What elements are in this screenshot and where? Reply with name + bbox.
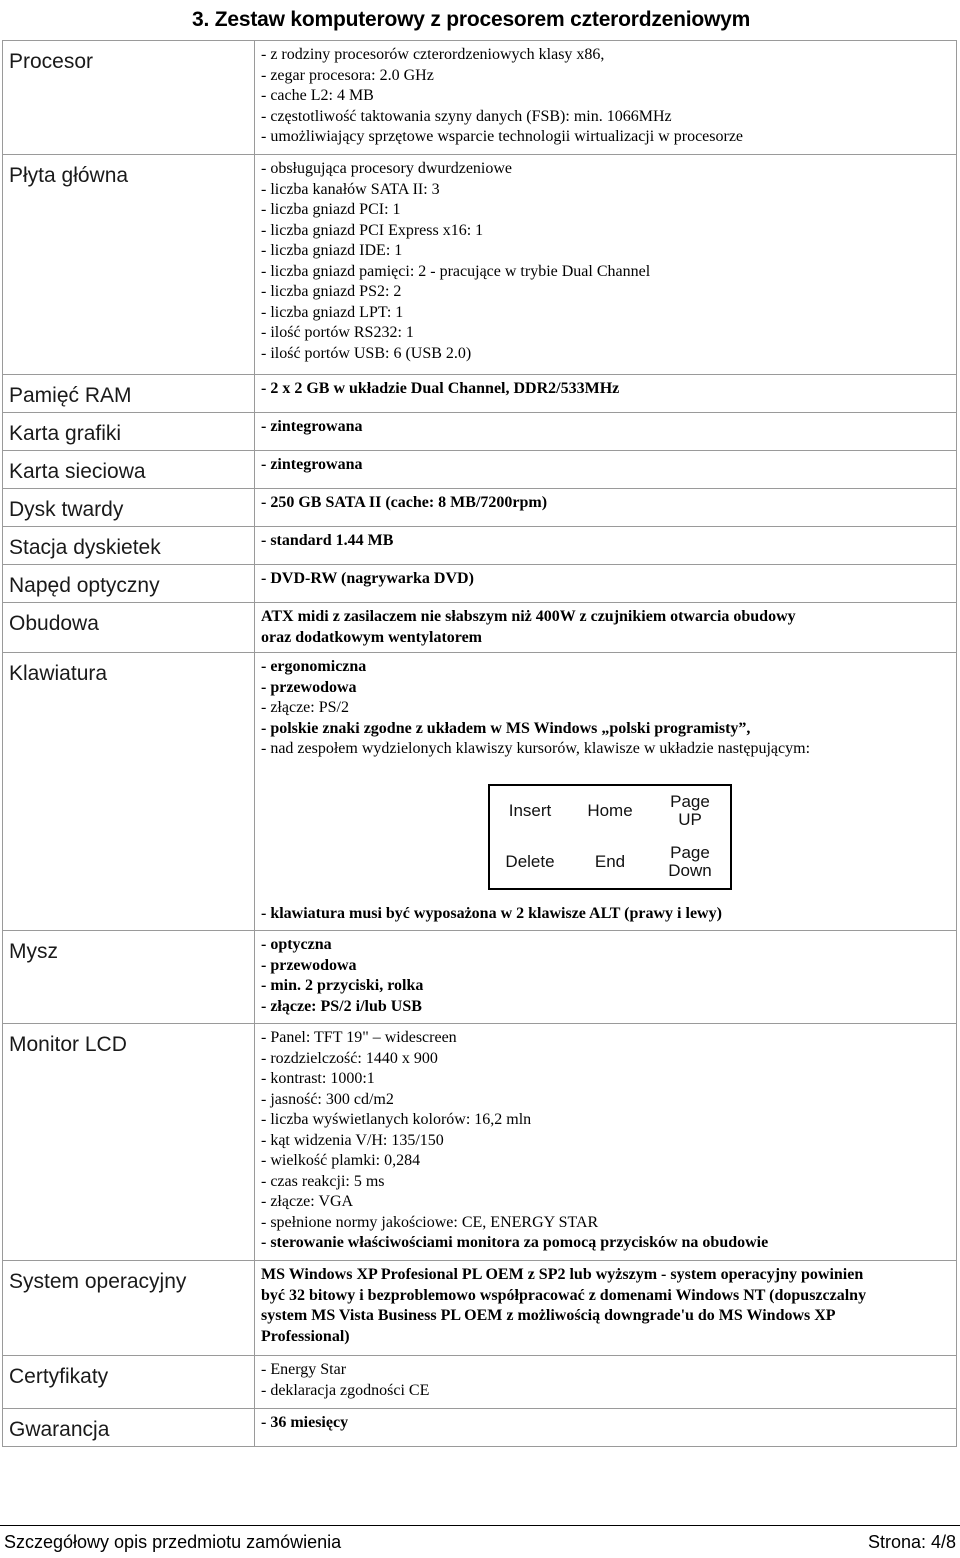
key-layout-diagram: [488, 784, 732, 890]
spec-line: - standard 1.44 MB: [261, 532, 394, 549]
key-label: Down: [668, 861, 712, 880]
spec-value: [255, 375, 957, 413]
spec-line: - kąt widzenia V/H: 135/150: [261, 1131, 444, 1149]
spec-line: - liczba gniazd IDE: 1: [261, 242, 403, 259]
spec-line: - ilość portów USB: 6 (USB 2.0): [261, 344, 472, 362]
spec-line: - liczba gniazd LPT: 1: [261, 303, 404, 321]
spec-line: - zegar procesora: 2.0 GHz: [261, 66, 434, 84]
spec-line: - ergonomiczna: [261, 658, 367, 675]
spec-row-gwarancja: [3, 1409, 957, 1447]
spec-value: [255, 931, 957, 1024]
spec-line: - Energy Star: [261, 1361, 347, 1378]
spec-value: [255, 1356, 957, 1409]
spec-label: Mysz: [3, 931, 255, 1024]
spec-line: - 36 miesięcy: [261, 1414, 349, 1431]
spec-line: - ilość portów RS232: 1: [261, 324, 414, 341]
spec-label: Napęd optyczny: [3, 565, 255, 603]
key-end: End: [594, 852, 626, 871]
spec-line: - czas reakcji: 5 ms: [261, 1172, 385, 1190]
spec-line: - z rodziny procesorów czterordzeniowych klasy x86,: [261, 46, 605, 63]
footer-page-number: Strona: 4/8: [867, 1532, 956, 1552]
spec-line: - częstotliwość taktowania szyny danych (FSB): min. 1066MHz: [261, 107, 672, 125]
spec-label: Procesor: [3, 41, 255, 155]
spec-label: Gwarancja: [3, 1409, 255, 1447]
spec-line: - liczba gniazd PCI: 1: [261, 201, 401, 218]
spec-value: [255, 41, 957, 155]
spec-line: - umożliwiający sprzętowe wsparcie technologii wirtualizacji w procesorze: [261, 128, 744, 145]
spec-value: [255, 565, 957, 603]
spec-line: - kontrast: 1000:1: [261, 1070, 375, 1087]
spec-label: Klawiatura: [3, 653, 255, 931]
spec-line: MS Windows XP Profesional PL OEM z SP2 lub wyższym - system operacyjny powinien: [261, 1266, 864, 1283]
spec-line: - złącze: PS/2: [261, 699, 349, 716]
spec-row-naped: [3, 565, 957, 603]
spec-row-certyfikaty: [3, 1356, 957, 1409]
spec-label: Karta grafiki: [3, 413, 255, 451]
spec-row-dyskietki: [3, 527, 957, 565]
spec-line: - liczba gniazd pamięci: 2 - pracujące w trybie Dual Channel: [261, 262, 651, 280]
key-label: UP: [678, 810, 702, 829]
spec-row-ram: [3, 375, 957, 413]
spec-line: - deklaracja zgodności CE: [261, 1381, 430, 1399]
spec-value: [255, 451, 957, 489]
spec-line: - zintegrowana: [261, 418, 363, 435]
spec-label: Monitor LCD: [3, 1024, 255, 1261]
spec-value: [255, 489, 957, 527]
spec-line: - optyczna: [261, 936, 332, 953]
spec-line: - liczba kanałów SATA II: 3: [261, 180, 440, 198]
spec-line: - sterowanie właściwościami monitora za pomocą przycisków na obudowie: [261, 1234, 769, 1251]
spec-line: - Panel: TFT 19" – widescreen: [261, 1029, 457, 1046]
spec-row-grafika: [3, 413, 957, 451]
key-insert: Insert: [508, 801, 552, 820]
key-page-up: [650, 786, 730, 837]
spec-row-monitor: [3, 1024, 957, 1261]
spec-row-obudowa: [3, 603, 957, 653]
spec-line: - cache L2: 4 MB: [261, 87, 374, 104]
spec-table: [2, 40, 957, 1447]
key-page-down: [650, 837, 730, 888]
spec-line: - liczba gniazd PS2: 2: [261, 283, 402, 300]
spec-line: - polskie znaki zgodne z układem w MS Windows „polski programisty”,: [261, 719, 751, 737]
spec-line: - rozdzielczość: 1440 x 900: [261, 1049, 438, 1067]
spec-line: - 2 x 2 GB w układzie Dual Channel, DDR2/533MHz: [261, 380, 620, 397]
spec-line: - zintegrowana: [261, 456, 363, 473]
spec-label: System operacyjny: [3, 1261, 255, 1356]
spec-line: oraz dodatkowym wentylatorem: [261, 628, 483, 646]
spec-label: Certyfikaty: [3, 1356, 255, 1409]
spec-label: Pamięć RAM: [3, 375, 255, 413]
spec-row-dysk: [3, 489, 957, 527]
spec-line: Professional): [261, 1327, 350, 1345]
spec-label: Płyta główna: [3, 155, 255, 375]
spec-line: - DVD-RW (nagrywarka DVD): [261, 570, 474, 587]
spec-line: być 32 bitowy i bezproblemowo współpracować z domenami Windows NT (dopuszczalny: [261, 1286, 867, 1304]
footer-divider: [0, 1525, 960, 1526]
key-delete: Delete: [505, 852, 555, 871]
spec-line: - wielkość plamki: 0,284: [261, 1152, 421, 1169]
footer-document-title: Szczegółowy opis przedmiotu zamówienia: [4, 1532, 342, 1552]
spec-row-sieciowa: [3, 451, 957, 489]
spec-line: - liczba wyświetlanych kolorów: 16,2 mln: [261, 1111, 532, 1128]
spec-value: [255, 1409, 957, 1447]
key-home: Home: [587, 801, 633, 820]
spec-label: Dysk twardy: [3, 489, 255, 527]
spec-label: Karta sieciowa: [3, 451, 255, 489]
spec-line: - przewodowa: [261, 956, 357, 974]
spec-line: - przewodowa: [261, 678, 357, 696]
spec-line: - złącze: VGA: [261, 1193, 354, 1210]
spec-line: - spełnione normy jakościowe: CE, ENERGY STAR: [261, 1213, 599, 1231]
key-label: Page: [670, 792, 710, 811]
spec-line: - nad zespołem wydzielonych klawiszy kursorów, klawisze w układzie następującym:: [261, 740, 811, 757]
spec-value: [255, 155, 957, 375]
spec-line: - min. 2 przyciski, rolka: [261, 977, 424, 994]
spec-line: - klawiatura musi być wyposażona w 2 klawisze ALT (prawy i lewy): [261, 904, 722, 922]
spec-line: - złącze: PS/2 i/lub USB: [261, 997, 422, 1015]
spec-value: [255, 653, 957, 931]
spec-row-procesor: [3, 41, 957, 155]
spec-line: - 250 GB SATA II (cache: 8 MB/7200rpm): [261, 494, 548, 511]
spec-line: - liczba gniazd PCI Express x16: 1: [261, 221, 484, 239]
spec-row-plyta: [3, 155, 957, 375]
spec-value: [255, 527, 957, 565]
spec-line: - obsługująca procesory dwurdzeniowe: [261, 160, 513, 177]
spec-row-system: [3, 1261, 957, 1356]
spec-label: Stacja dyskietek: [3, 527, 255, 565]
spec-value: [255, 1261, 957, 1356]
section-title: 3. Zestaw komputerowy z procesorem czterordzeniowym: [192, 8, 751, 31]
spec-value: [255, 413, 957, 451]
spec-value: [255, 603, 957, 653]
spec-value: [255, 1024, 957, 1261]
spec-line: - jasność: 300 cd/m2: [261, 1090, 394, 1108]
spec-row-mysz: [3, 931, 957, 1024]
spec-row-klawiatura: [3, 653, 957, 931]
spec-line: ATX midi z zasilaczem nie słabszym niż 400W z czujnikiem otwarcia obudowy: [261, 608, 796, 625]
spec-label: Obudowa: [3, 603, 255, 653]
key-label: Page: [670, 843, 710, 862]
spec-line: system MS Vista Business PL OEM z możliwością downgrade'u do MS Windows XP: [261, 1307, 836, 1324]
